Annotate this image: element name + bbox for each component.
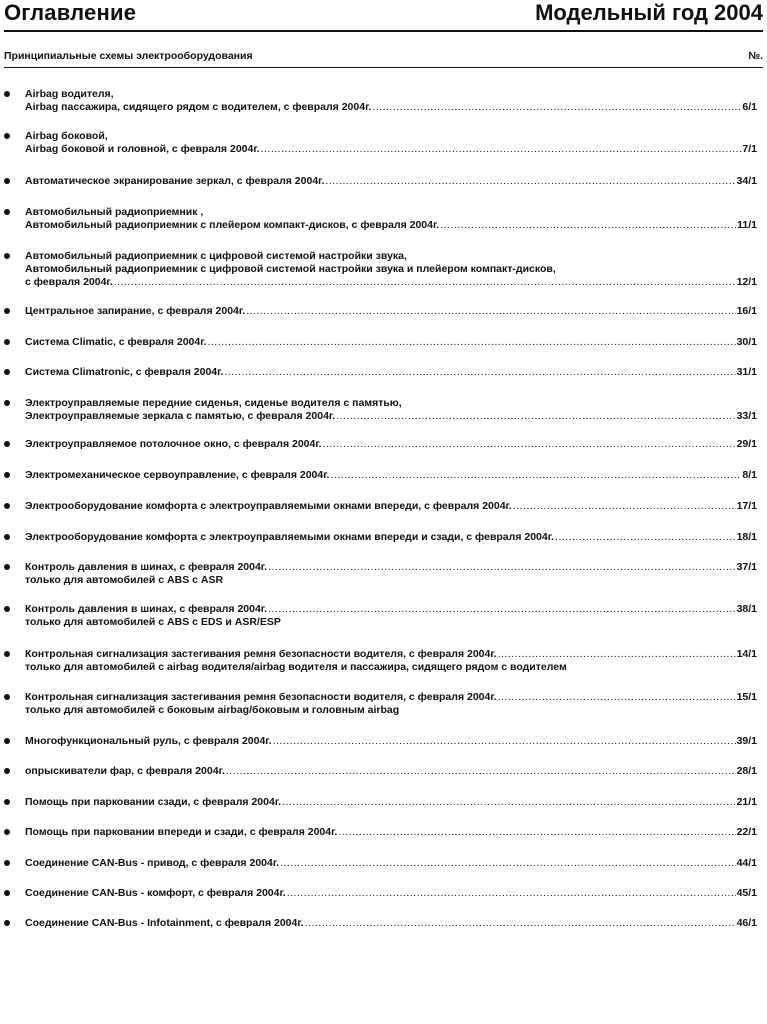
page-number: 39/1 [736, 735, 757, 747]
page-header [4, 0, 763, 32]
dot-leader [440, 219, 736, 232]
toc-entry-text: Электромеханическое сервоуправление, с февраля 2004г. [25, 469, 330, 481]
dot-leader [287, 887, 736, 900]
toc-entry-text: Автоматическое экранирование зеркал, с февраля 2004г. [25, 175, 325, 187]
dot-leader [268, 603, 736, 616]
page-number: 34/1 [736, 175, 757, 187]
toc-entry-text: Автомобильный радиоприемник с плейером компакт-дисков, с февраля 2004г. [25, 219, 440, 231]
page-number: 14/1 [736, 648, 757, 660]
toc-entry-text: Контроль давления в шинах, с февраля 2004г. [25, 561, 268, 573]
toc-entry-text: Система Climatronic, с февраля 2004г. [25, 366, 224, 378]
toc-entry-text: Автомобильный радиоприемник с цифровой системой настройки звука и плейером компакт-дисков, [25, 263, 556, 275]
page-number: 18/1 [736, 531, 757, 543]
toc-entry-text: Airbag водителя, [25, 88, 114, 100]
page-number: 30/1 [736, 336, 757, 348]
page-number: 21/1 [736, 796, 757, 808]
bullet-icon [4, 651, 10, 657]
dot-leader [282, 796, 736, 809]
page-number: 6/1 [742, 101, 757, 113]
page-number: 15/1 [736, 691, 757, 703]
toc-entry-text: Airbag пассажира, сидящего рядом с водителем, с февраля 2004г. [25, 101, 372, 113]
toc-entry-text: только для автомобилей с airbag водителя/airbag водителя и пассажира, сидящего рядом с водителем [25, 661, 567, 673]
bullet-icon [4, 91, 10, 97]
toc-entry-text: Автомобильный радиоприемник , [25, 206, 204, 218]
dot-leader [261, 143, 742, 156]
toc-entry-text: Соединение CAN-Bus - привод, с февраля 2004г. [25, 857, 280, 869]
dot-leader [330, 469, 741, 482]
toc-entry-text: Контрольная сигнализация застегивания ремня безопасности водителя, с февраля 2004г. [25, 648, 497, 660]
bullet-icon [4, 441, 10, 447]
page-number: 11/1 [737, 219, 757, 231]
toc-entry-text: Электрооборудование комфорта с электроуправляемыми окнами впереди, с февраля 2004г. [25, 500, 512, 512]
page-number: 8/1 [742, 469, 757, 481]
toc-entry-text: Соединение CAN-Bus - комфорт, с февраля 2004г. [25, 887, 286, 899]
toc-entry-text: Электрооборудование комфорта с электроуправляемыми окнами впереди и сзади, с февраля 2004г. [25, 531, 554, 543]
toc-entry-text: Помощь при парковании впереди и сзади, с февраля 2004г. [25, 826, 338, 838]
dot-leader [325, 175, 735, 188]
dot-leader [268, 561, 736, 574]
page-title: Оглавление [4, 0, 137, 25]
toc-entry-text: Контроль давления в шинах, с февраля 2004г. [25, 603, 268, 615]
bullet-icon [4, 920, 10, 926]
bullet-icon [4, 694, 10, 700]
page-number: 16/1 [736, 305, 757, 317]
bullet-icon [4, 768, 10, 774]
page-number: 29/1 [736, 438, 757, 450]
dot-leader [246, 305, 735, 318]
bullet-icon [4, 339, 10, 345]
page-number: 28/1 [736, 765, 757, 777]
page-number: 37/1 [736, 561, 757, 573]
page-number: 38/1 [736, 603, 757, 615]
toc-entry-text: опрыскиватели фар, с февраля 2004г. [25, 765, 225, 777]
toc-entry-text: Электроуправляемые передние сиденья, сиденье водителя с памятью, [25, 397, 402, 409]
bullet-icon [4, 534, 10, 540]
page-number: 44/1 [736, 857, 757, 869]
dot-leader [226, 765, 736, 778]
toc-entry-text: Автомобильный радиоприемник с цифровой системой настройки звука, [25, 250, 407, 262]
bullet-icon [4, 400, 10, 406]
dot-leader [305, 917, 736, 930]
bullet-icon [4, 829, 10, 835]
page-number: 7/1 [742, 143, 757, 155]
model-year: Модельный год 2004 [535, 0, 763, 25]
toc-entry-text: Центральное запирание, с февраля 2004г. [25, 305, 246, 317]
page-number: 45/1 [736, 887, 757, 899]
toc-entry-text: только для автомобилей с ABS с EDS и ASR/ESP [25, 616, 281, 628]
toc-entry-text: Соединение CAN-Bus - Infotainment, с февраля 2004г. [25, 917, 304, 929]
dot-leader [114, 276, 736, 289]
dot-leader [224, 366, 735, 379]
toc-entry-text: с февраля 2004г. [25, 276, 113, 288]
page-number: 46/1 [736, 917, 757, 929]
page-number: 17/1 [736, 500, 757, 512]
bullet-icon [4, 178, 10, 184]
dot-leader [513, 500, 736, 513]
bullet-icon [4, 209, 10, 215]
bullet-icon [4, 890, 10, 896]
toc-entry-text: Электроуправляемые зеркала с памятью, с февраля 2004г. [25, 410, 336, 422]
bullet-icon [4, 472, 10, 478]
dot-leader [555, 531, 736, 544]
page-number: 12/1 [736, 276, 757, 288]
bullet-icon [4, 369, 10, 375]
toc-entry-text: Airbag боковой и головной, с февраля 2004г. [25, 143, 260, 155]
toc-entry-text: Электроуправляемое потолочное окно, с февраля 2004г. [25, 438, 322, 450]
dot-leader [336, 410, 735, 423]
page-number: 22/1 [736, 826, 757, 838]
dot-leader [273, 735, 736, 748]
toc-entry-text: Система Climatic, с февраля 2004г. [25, 336, 207, 348]
bullet-icon [4, 564, 10, 570]
toc-entry-text: Airbag боковой, [25, 130, 108, 142]
section-header [4, 50, 763, 68]
section-title: Принципиальные схемы электрооборудования [4, 50, 253, 62]
bullet-icon [4, 799, 10, 805]
dot-leader [207, 336, 735, 349]
bullet-icon [4, 308, 10, 314]
bullet-icon [4, 503, 10, 509]
bullet-icon [4, 253, 10, 259]
toc-entry-text: Помощь при парковании сзади, с февраля 2004г. [25, 796, 282, 808]
bullet-icon [4, 738, 10, 744]
toc-entry-text: только для автомобилей с ABS с ASR [25, 574, 224, 586]
dot-leader [323, 438, 736, 451]
toc-entry-text: только для автомобилей с боковым airbag/боковым и головным airbag [25, 704, 400, 716]
toc-entry-text: Контрольная сигнализация застегивания ремня безопасности водителя, с февраля 2004г. [25, 691, 497, 703]
bullet-icon [4, 860, 10, 866]
dot-leader [498, 691, 736, 704]
bullet-icon [4, 133, 10, 139]
page-number: 33/1 [736, 410, 757, 422]
toc-entry-text: Многофункциональный руль, с февраля 2004г. [25, 735, 272, 747]
page-number: 31/1 [736, 366, 757, 378]
bullet-icon [4, 606, 10, 612]
number-column-label: №. [748, 50, 763, 62]
dot-leader [498, 648, 736, 661]
dot-leader [280, 857, 735, 870]
dot-leader [372, 101, 741, 114]
dot-leader [338, 826, 735, 839]
